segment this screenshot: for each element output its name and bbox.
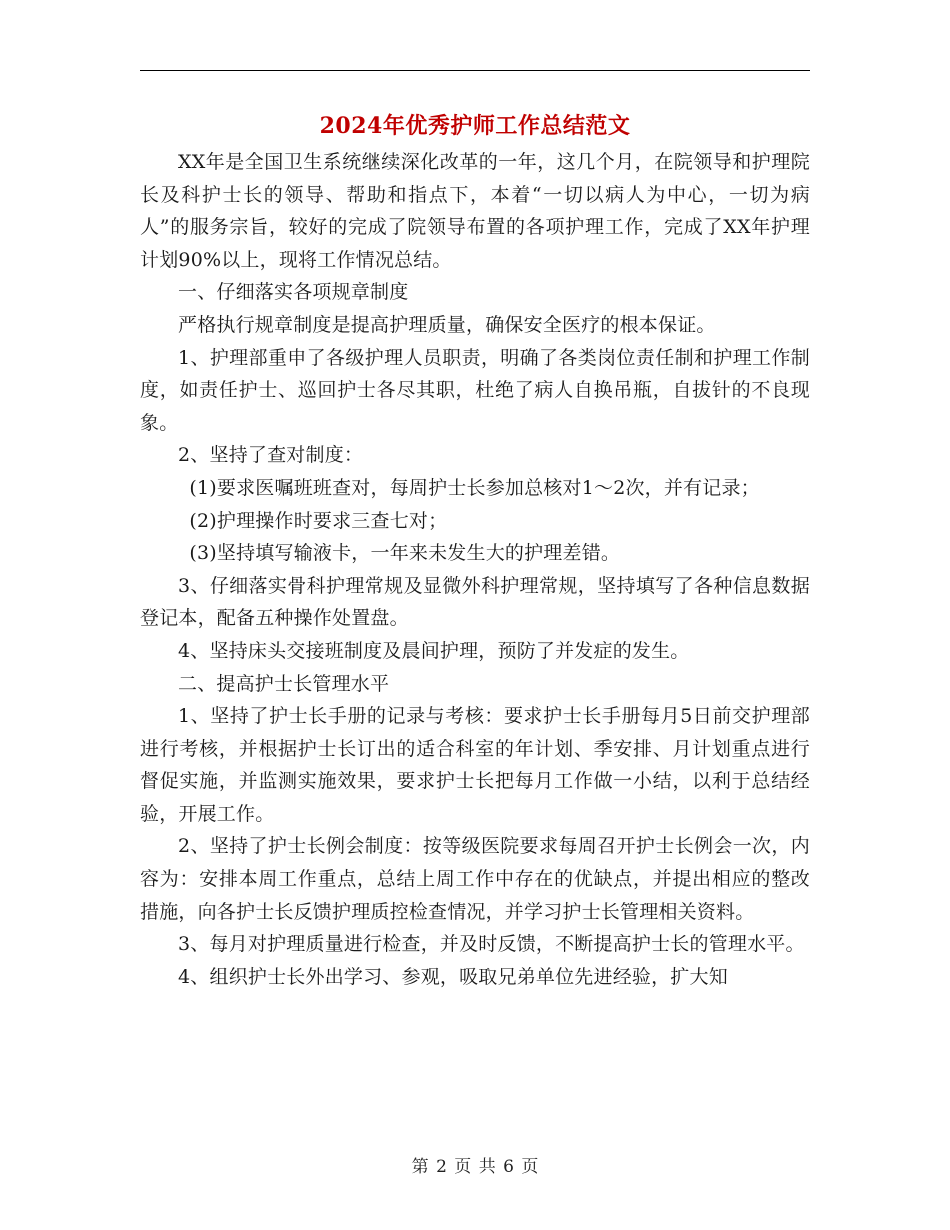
sub-list-item: (1)要求医嘱班班查对，每周护士长参加总核对1～2次，并有记录； <box>189 476 760 499</box>
page-number: 第 2 页 共 6 页 <box>411 1157 539 1177</box>
sub-list-item: (3)坚持填写输液卡，一年来未发生大的护理差错。 <box>189 542 621 565</box>
section-heading-1: 一、仔细落实各项规章制度 <box>178 281 409 304</box>
paragraph: 严格执行规章制度是提高护理质量，确保安全医疗的根本保证。 <box>178 313 716 336</box>
list-item: 4、坚持床头交接班制度及晨间护理，预防了并发症的发生。 <box>178 639 690 662</box>
header-rule <box>140 70 810 71</box>
list-item: 2、坚持了查对制度： <box>178 444 364 467</box>
document-title: 2024年优秀护师工作总结范文 <box>319 113 631 139</box>
list-item: 4、组织护士长外出学习、参观，吸取兄弟单位先进经验，扩大知 <box>178 965 728 988</box>
sub-list-item: (2)护理操作时要求三查七对； <box>189 509 448 532</box>
list-item: 3、每月对护理质量进行检查，并及时反馈，不断提高护士长的管理水平。 <box>178 933 805 956</box>
list-item: 2、坚持了护士长例会制度：按等级医院要求每周召开护士长例会一次，内容为：安排本周工作重点，总结上周工作中存在的优缺点，并提出相应的整改措施，向各护士长反馈护理质控检查情况，并学习护士长管理相关资料。 <box>140 835 810 923</box>
document-body <box>140 146 810 993</box>
list-item: 1、坚持了护士长手册的记录与考核：要求护士长手册每月5日前交护理部进行考核，并根据护士长订出的适合科室的年计划、季安排、月计划重点进行督促实施，并监测实施效果，要求护士长把每月工作做一小结，以利于总结经验，开展工作。 <box>140 705 810 825</box>
paragraph-intro: XX年是全国卫生系统继续深化改革的一年，这几个月，在院领导和护理院长及科护士长的领导、帮助和指点下，本着“一切以病人为中心，一切为病人”的服务宗旨，较好的完成了院领导布置的各项护理工作，完成了XX年护理计划90%以上，现将工作情况总结。 <box>140 151 810 271</box>
list-item: 3、仔细落实骨科护理常规及显微外科护理常规，坚持填写了各种信息数据登记本，配备五种操作处置盘。 <box>140 574 810 630</box>
list-item: 1、护理部重申了各级护理人员职责，明确了各类岗位责任制和护理工作制度，如责任护士、巡回护士各尽其职，杜绝了病人自换吊瓶，自拔针的不良现象。 <box>140 346 810 434</box>
section-heading-2: 二、提高护士长管理水平 <box>178 672 390 695</box>
